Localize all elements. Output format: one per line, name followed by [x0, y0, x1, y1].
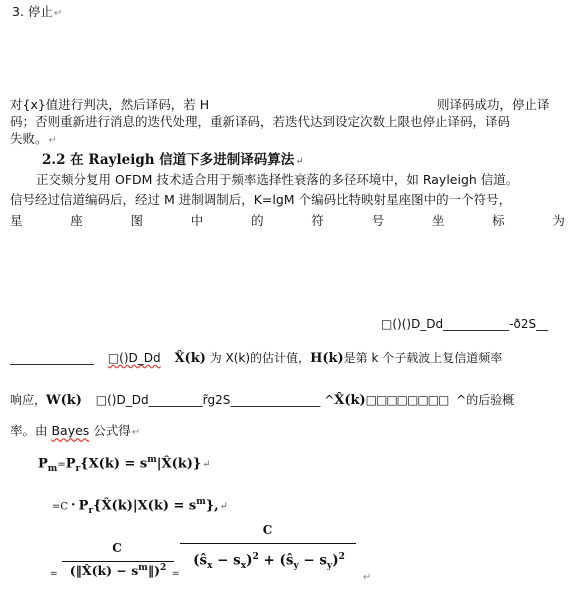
para1-line3: [10, 131, 57, 149]
eq-subscript: m: [47, 463, 58, 474]
eq-subscript: x: [240, 561, 247, 572]
eq-body: |X̂(k)}: [156, 456, 202, 472]
para1-line2: [10, 114, 510, 130]
paragraph-mark-icon: ↵: [219, 501, 229, 513]
math-xhat: X̂(k): [174, 351, 206, 366]
eq-denominator: ): [246, 552, 253, 569]
para1-line1-right: [437, 97, 550, 113]
eq-numerator: C: [112, 541, 122, 555]
paragraph-mark-icon: ↵: [48, 135, 57, 146]
eq-subscript: y: [327, 561, 333, 572]
eq-dot: ·: [71, 498, 76, 514]
para1-line1-left: [10, 97, 209, 113]
eq-denominator: (ŝ: [193, 552, 208, 569]
bayes-line: [10, 423, 140, 441]
field-caret: ^: [324, 393, 335, 407]
para1-text-c: 码；否则重新进行消息的迭代处理，重新译码，若迭代达到设定次数上限也停止译码，译码: [10, 114, 511, 129]
math-hk: H(k): [310, 351, 344, 366]
step-3-text: 3. 停止: [12, 4, 53, 19]
spread-char: 座: [70, 213, 83, 228]
para2-text-a: 正交频分复用 OFDM 技术适合用于频率选择性衰落的多径环境中，如 Rayleigh 信道。: [36, 172, 519, 187]
eq-denominator: ): [332, 552, 339, 569]
para2-spread-line: [10, 213, 565, 229]
eq-superscript: m: [138, 563, 148, 573]
spread-char: 的: [251, 213, 264, 228]
section-heading: [42, 152, 304, 170]
para2-text-b: 信号经过信道编码后，经过 M 进制调制后，K=lgM 个编码比特映射星座图中的一个符号，: [10, 192, 512, 207]
spread-char: 图: [130, 213, 144, 228]
paragraph-mark-icon: ↵: [53, 8, 63, 19]
equation-1: [38, 452, 211, 477]
paragraph-mark-icon: ↵: [363, 572, 372, 583]
equation-2: [52, 494, 228, 519]
paragraph-mark-icon: ↵: [131, 427, 141, 438]
eq-body: {X̂(k)|X(k) = s: [93, 498, 197, 514]
eq3-right-fraction-bar: [180, 543, 356, 544]
para2-line1: [36, 172, 518, 188]
eq-equals: =: [50, 569, 58, 579]
math-xhat: X̂(k): [334, 393, 366, 408]
eq3-left-numerator: [62, 541, 172, 555]
fragment-text: 率。由: [10, 423, 52, 438]
para1-text-b: 则译码成功，停止译: [437, 97, 550, 112]
fragment-text: 响应，: [10, 393, 47, 407]
eq-superscript: 2: [252, 552, 259, 562]
eq-superscript: m: [196, 497, 206, 507]
spread-char: 符: [311, 213, 324, 228]
eq3-right-numerator: [180, 523, 355, 537]
eq-denominator: − s: [212, 552, 241, 569]
eq-denominator: ‖): [147, 563, 160, 579]
eq-body: },: [205, 498, 219, 514]
eq-subscript: r: [75, 463, 81, 474]
field-fragment-1: [381, 316, 548, 332]
eq3-right-denominator: [180, 552, 358, 571]
field-code-text: □()()D_Dd___________-ð2S__: [381, 317, 549, 331]
step-3-line: [12, 4, 62, 22]
spread-char: 星: [10, 213, 23, 228]
missing-glyph-boxes: □□□□□□□□: [365, 393, 449, 407]
eq-body: {X(k) = s: [80, 456, 148, 472]
eq-denominator: + (ŝ: [258, 552, 294, 569]
field-code-text: □()D_Dd_________r̃g2S_______________: [95, 393, 321, 407]
math-wk: W(k): [46, 393, 82, 408]
eq3-end: [362, 568, 371, 586]
eq-denominator: (‖X̂(k) − s: [69, 563, 139, 579]
eq-subscript: y: [293, 561, 299, 572]
eq-symbol: P: [65, 456, 76, 472]
eq-symbol: P: [78, 498, 89, 514]
fragment-text: 是第 k 个子载波上复信道频率: [343, 351, 503, 365]
eq-subscript: r: [88, 505, 94, 516]
eq3-left-fraction-bar: [62, 561, 174, 562]
spread-char: 坐: [431, 213, 445, 228]
eq3-eq1: [50, 566, 58, 582]
eq-equals: =C: [52, 501, 69, 513]
fragment-line-3: [10, 392, 514, 409]
spread-char: 中: [190, 213, 204, 228]
paragraph-mark-icon: ↵: [202, 459, 211, 471]
spread-char: 为: [552, 213, 565, 228]
eq-symbol: P: [38, 456, 48, 472]
eq-denominator: − s: [298, 552, 328, 569]
para1-text-a: 对{x}值进行判决，然后译码，若 H: [10, 97, 210, 112]
paragraph-mark-icon: ↵: [295, 156, 304, 167]
fragment-line-2: [10, 350, 502, 367]
bayes-word: Bayes: [51, 423, 90, 438]
eq-superscript: m: [147, 455, 157, 465]
eq-superscript: 2: [160, 563, 167, 573]
fragment-text: 公式得: [89, 423, 131, 438]
field-underline: ______________: [10, 351, 94, 365]
spread-char: 号: [371, 213, 385, 228]
eq-numerator: C: [262, 523, 273, 537]
eq-subscript: x: [207, 561, 213, 572]
section-heading-text: 2.2 在 Rayleigh 信道下多进制译码算法: [42, 152, 295, 168]
fragment-text: 为 X(k)的估计值，: [209, 351, 311, 365]
spread-char: 标: [492, 213, 505, 228]
eq-superscript: 2: [338, 552, 345, 562]
para1-text-d: 失败。: [10, 131, 48, 146]
para2-line2: [10, 192, 511, 208]
field-code-text: □()D_Dd: [107, 351, 161, 365]
eq-equals: =: [57, 459, 66, 471]
eq3-left-denominator: [58, 563, 178, 578]
eq3-eq2: [172, 566, 180, 582]
eq-equals: =: [172, 569, 180, 579]
fragment-text: ^的后验概: [456, 393, 515, 407]
